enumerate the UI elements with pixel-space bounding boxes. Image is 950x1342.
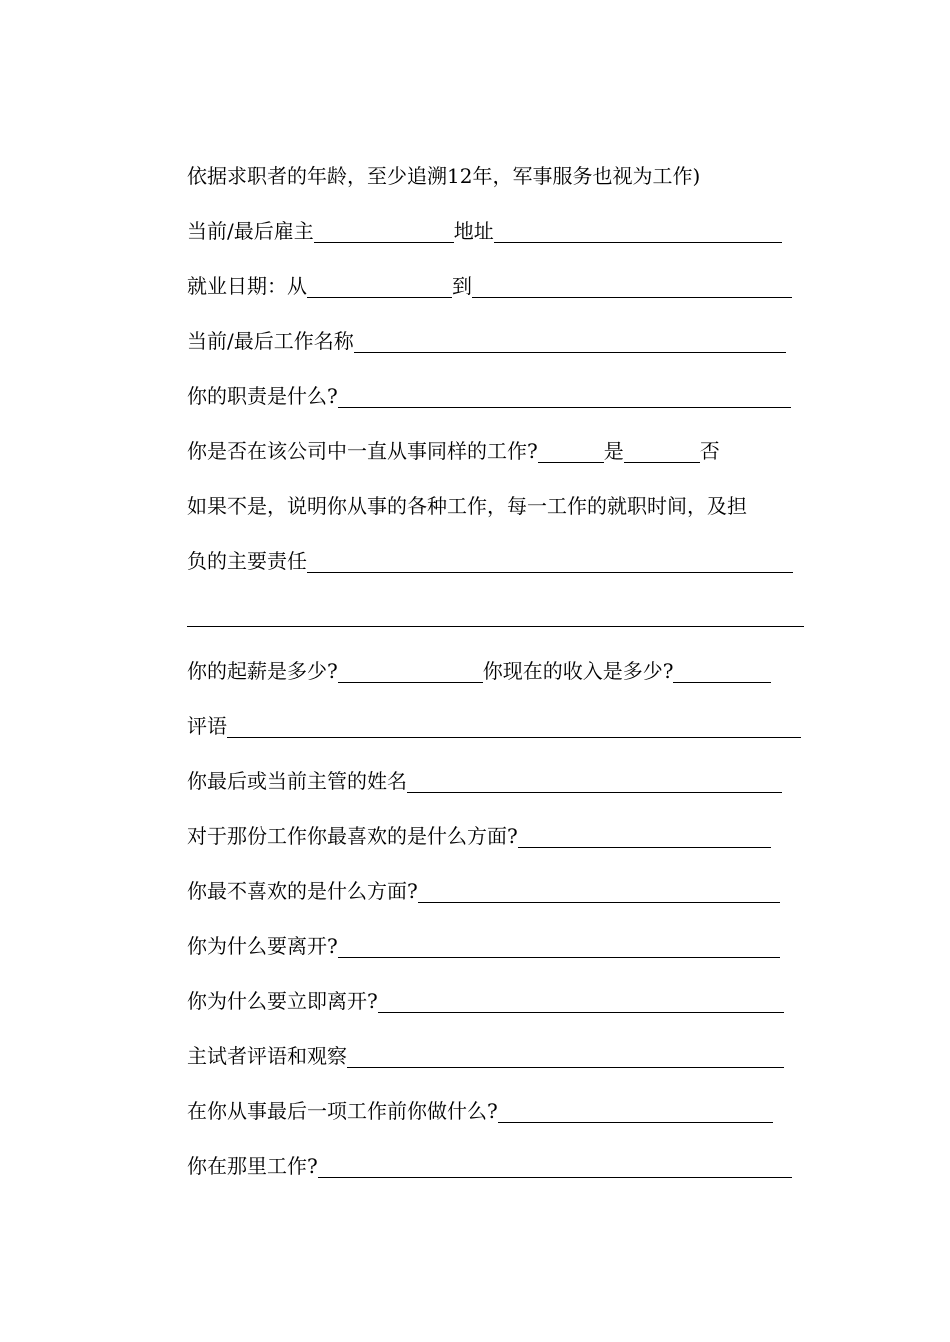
like-most-row: [187, 824, 771, 848]
like-most-label: 对于那份工作你最喜欢的是什么方面?: [187, 824, 518, 848]
where-work-row: [187, 1154, 792, 1178]
why-leave-field[interactable]: [338, 937, 780, 958]
why-leave-now-field[interactable]: [378, 992, 784, 1013]
no-label: 否: [699, 439, 720, 463]
responsibilities-extra-line[interactable]: [187, 626, 804, 627]
yes-label: 是: [603, 439, 624, 463]
if-not-text-1: 如果不是，说明你从事的各种工作，每一工作的就职时间，及担: [187, 494, 747, 518]
address-label: 地址: [453, 219, 494, 243]
why-leave-now-label: 你为什么要立即离开?: [187, 989, 378, 1013]
duties-label: 你的职责是什么?: [187, 384, 338, 408]
why-leave-row: [187, 934, 780, 958]
interviewer-row: [187, 1044, 784, 1068]
yes-field[interactable]: [538, 442, 604, 463]
supervisor-field[interactable]: [407, 772, 782, 793]
like-least-label: 你最不喜欢的是什么方面?: [187, 879, 418, 903]
employer-label: 当前/最后雇主: [187, 219, 314, 243]
if-not-row-2: [187, 549, 793, 573]
why-leave-now-row: [187, 989, 784, 1013]
current-income-label: 你现在的收入是多少?: [482, 659, 674, 683]
duties-field[interactable]: [338, 387, 791, 408]
job-title-row: [187, 329, 786, 353]
date-to-field[interactable]: [472, 277, 792, 298]
where-work-field[interactable]: [318, 1157, 792, 1178]
comments-field[interactable]: [227, 717, 801, 738]
intro-text: 依据求职者的年龄，至少追溯12年，军事服务也视为工作): [187, 164, 701, 188]
salary-row: [187, 659, 771, 683]
interviewer-field[interactable]: [347, 1047, 784, 1068]
before-last-job-row: [187, 1099, 773, 1123]
no-field[interactable]: [624, 442, 700, 463]
same-job-label: 你是否在该公司中一直从事同样的工作?: [187, 439, 538, 463]
why-leave-label: 你为什么要离开?: [187, 934, 338, 958]
comments-label: 评语: [187, 714, 227, 738]
comments-row: [187, 714, 801, 738]
duties-row: [187, 384, 791, 408]
start-salary-field[interactable]: [338, 662, 483, 683]
supervisor-label: 你最后或当前主管的姓名: [187, 769, 407, 793]
job-title-field[interactable]: [354, 332, 786, 353]
supervisor-row: [187, 769, 782, 793]
employer-row: [187, 219, 782, 243]
before-last-job-label: 在你从事最后一项工作前你做什么?: [187, 1099, 498, 1123]
start-salary-label: 你的起薪是多少?: [187, 659, 338, 683]
like-most-field[interactable]: [518, 827, 771, 848]
job-title-label: 当前/最后工作名称: [187, 329, 354, 353]
dates-to-label: 到: [452, 274, 472, 298]
before-last-job-field[interactable]: [498, 1102, 773, 1123]
like-least-row: [187, 879, 780, 903]
intro-line: [187, 164, 700, 188]
current-income-field[interactable]: [673, 662, 771, 683]
same-job-row: [187, 439, 720, 463]
responsibilities-field[interactable]: [307, 552, 793, 573]
dates-from-label: 就业日期：从: [187, 274, 307, 298]
date-from-field[interactable]: [307, 277, 452, 298]
if-not-text-2: 负的主要责任: [187, 549, 307, 573]
where-work-label: 你在那里工作?: [187, 1154, 318, 1178]
interviewer-label: 主试者评语和观察: [187, 1044, 347, 1068]
employer-field[interactable]: [314, 222, 454, 243]
address-field[interactable]: [494, 222, 782, 243]
like-least-field[interactable]: [418, 882, 780, 903]
if-not-row-1: [187, 494, 747, 518]
dates-row: [187, 274, 792, 298]
